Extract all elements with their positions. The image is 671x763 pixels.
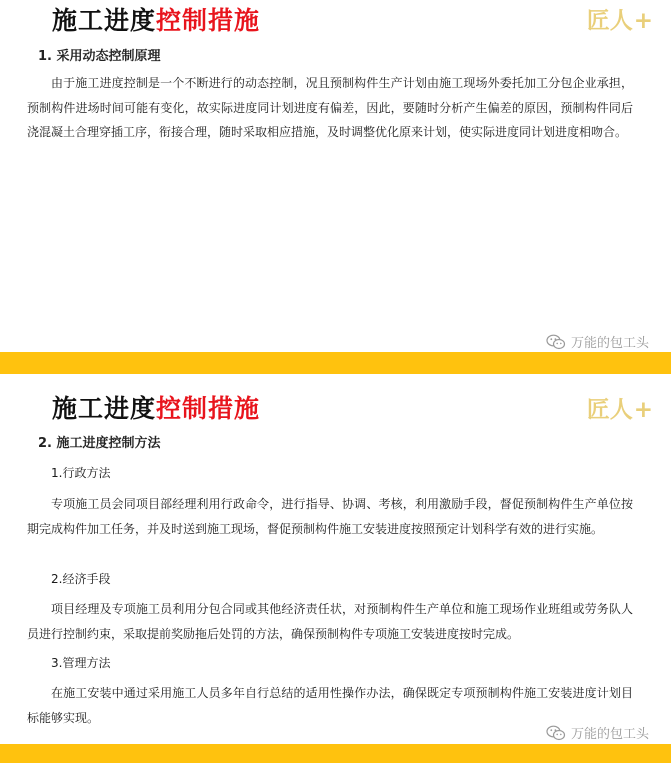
slide-divider-band	[0, 744, 671, 763]
title-red-part: 控制措施	[156, 394, 261, 423]
slide-title	[52, 392, 260, 426]
method-subheading: 3.管理方法	[51, 656, 111, 670]
method-paragraph: 专项施工员会同项目部经理利用行政命令，进行指导、协调、考核，利用激励手段，督促预制构件生产单位按期完成构件加工任务，并及时送到施工现场，督促预制构件施工安装进度按照预定计划科学有效的进行实施。	[27, 497, 633, 536]
logo-plus: +	[633, 397, 653, 423]
title-red-part: 控制措施	[156, 6, 261, 35]
wechat-icon	[546, 334, 566, 350]
title-black-part: 施工进度	[52, 394, 157, 423]
body-paragraph: 由于施工进度控制是一个不断进行的动态控制，况且预制构件生产计划由施工现场外委托加工分包企业承担，预制构件进场时间可能有变化，故实际进度同计划进度有偏差，因此，要随时分析产生偏差的原因，预制构件同后浇混凝土合理穿插工序，衔接合理，随时采取相应措施，及时调整优化原来计划，使实际进度同计划进度相吻合。	[27, 76, 633, 139]
title-black-part: 施工进度	[52, 6, 157, 35]
slide-2	[0, 374, 671, 744]
slide-title	[52, 4, 260, 38]
watermark	[546, 332, 649, 351]
logo-text: 匠人	[586, 8, 633, 34]
watermark-text: 万能的包工头	[570, 336, 649, 351]
method-subheading: 2.经济手段	[51, 572, 111, 586]
section-heading: 2. 施工进度控制方法	[38, 436, 161, 451]
method-paragraph: 在施工安装中通过采用施工人员多年自行总结的适用性操作办法，确保既定专项预制构件施工安装进度计划目标能够实现。	[27, 686, 633, 725]
slide-1	[0, 0, 671, 352]
method-subheading: 1.行政方法	[51, 466, 111, 480]
section-heading: 1. 采用动态控制原理	[38, 49, 161, 64]
watermark	[546, 723, 649, 742]
watermark-text: 万能的包工头	[570, 727, 649, 742]
logo-plus: +	[633, 8, 653, 34]
method-paragraph: 项目经理及专项施工员利用分包合同或其他经济责任状，对预制构件生产单位和施工现场作业班组或劳务队人员进行控制约束，采取提前奖励拖后处罚的方法，确保预制构件专项施工安装进度按时完成。	[27, 602, 633, 641]
brand-logo	[587, 6, 653, 36]
logo-text: 匠人	[586, 397, 633, 423]
slide-divider-band	[0, 352, 671, 374]
brand-logo	[587, 395, 653, 425]
wechat-icon	[546, 725, 566, 741]
